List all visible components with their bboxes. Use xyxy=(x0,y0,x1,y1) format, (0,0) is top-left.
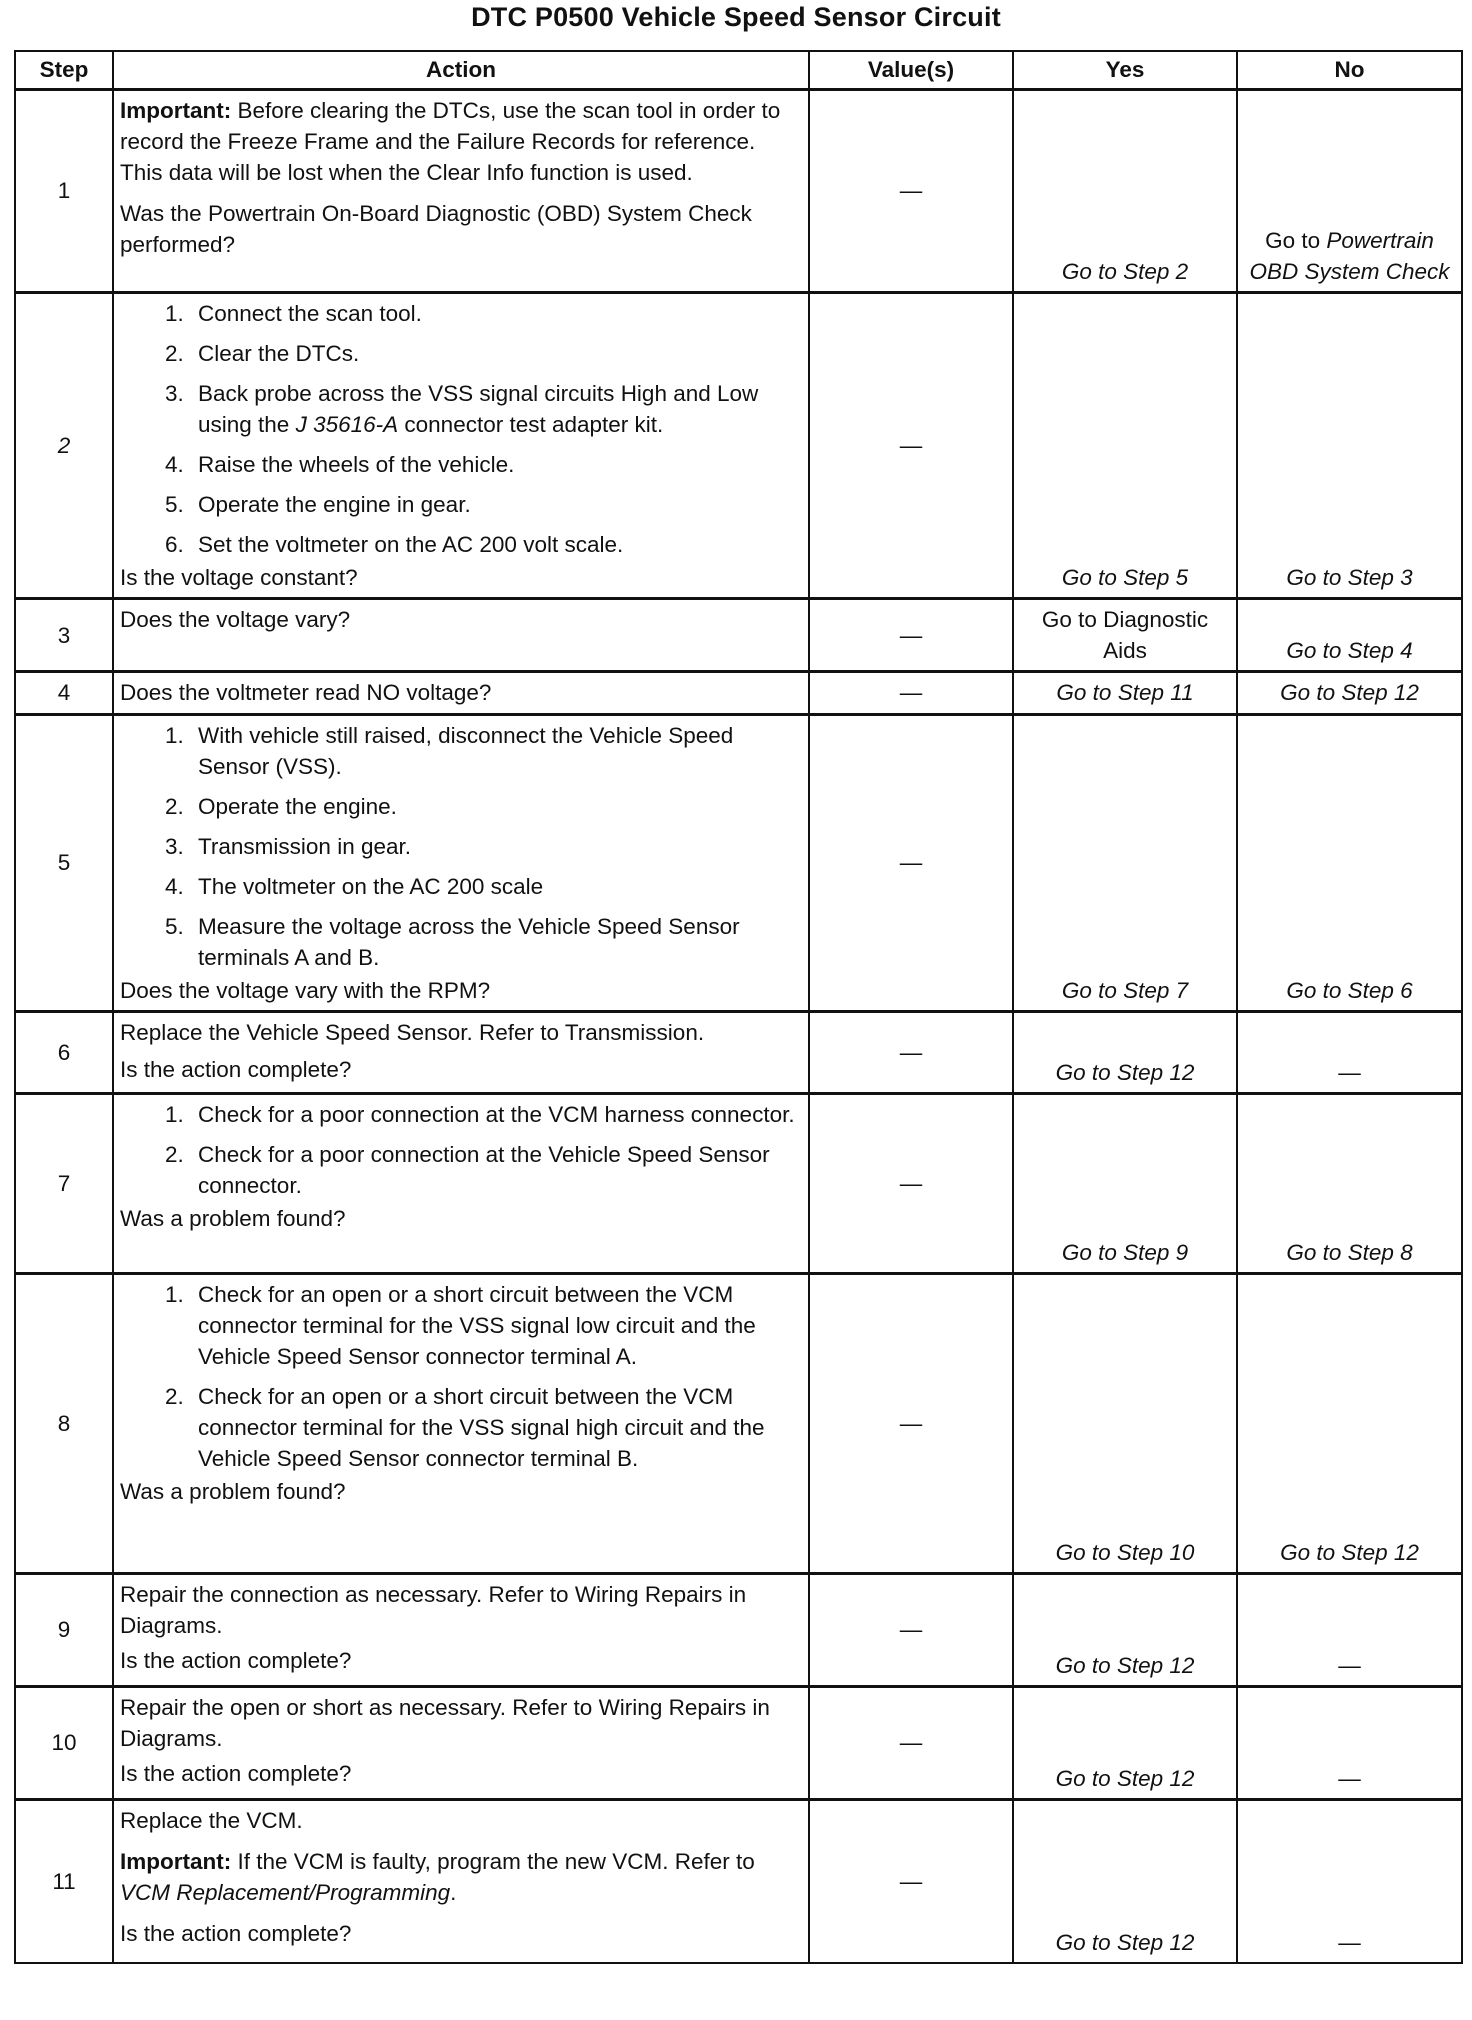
action-text: Repair the connection as necessary. Refer to Wiring Repairs in Diagrams. xyxy=(120,1581,747,1638)
procedure-reference: VCM Replacement/Programming xyxy=(120,1879,451,1905)
list-item: 5. Operate the engine in gear. xyxy=(190,489,802,520)
value-cell: — xyxy=(809,1799,1013,1963)
no-link: Powertrain OBD System Check xyxy=(1249,227,1450,284)
step-number: 8 xyxy=(15,1273,113,1573)
action-text: Replace the Vehicle Speed Sensor. Refer to Transmission. xyxy=(120,1019,705,1045)
table-row xyxy=(15,90,1462,293)
important-label: Important: xyxy=(120,1848,232,1874)
list-item: 6. Set the voltmeter on the AC 200 volt scale. xyxy=(190,529,802,560)
action-question: Does the voltage vary with the RPM? xyxy=(120,977,491,1003)
action-question: Is the action complete? xyxy=(120,1056,352,1082)
yes-cell: Go to Step 12 xyxy=(1013,1686,1237,1799)
tool-reference: J 35616-A xyxy=(295,412,399,438)
action-question: Was the Powertrain On-Board Diagnostic (OBD) System Check performed? xyxy=(120,201,752,258)
step-number: 1 xyxy=(15,90,113,293)
yes-cell: Go to Step 7 xyxy=(1013,714,1237,1011)
no-cell: — xyxy=(1237,1011,1462,1093)
diagnostic-table xyxy=(14,50,1463,1964)
action-list xyxy=(120,1099,802,1201)
action-question: Does the voltmeter read NO voltage? xyxy=(120,680,492,706)
page-title: DTC P0500 Vehicle Speed Sensor Circuit xyxy=(471,2,1001,32)
yes-cell: Go to Step 9 xyxy=(1013,1093,1237,1273)
header-values: Value(s) xyxy=(809,51,1013,90)
step-number: 6 xyxy=(15,1011,113,1093)
table-row xyxy=(15,672,1462,714)
list-item: 5. Measure the voltage across the Vehicle Speed Sensor terminals A and B. xyxy=(190,911,802,973)
yes-cell: Go to Step 2 xyxy=(1013,90,1237,293)
yes-cell: Go to Step 12 xyxy=(1013,1573,1237,1686)
yes-cell: Go to Step 12 xyxy=(1013,1011,1237,1093)
important-label: Important: xyxy=(120,98,232,123)
table-row xyxy=(15,293,1462,599)
action-cell xyxy=(113,1686,809,1799)
yes-cell: Go to Step 5 xyxy=(1013,293,1237,599)
action-list xyxy=(120,298,802,560)
action-question: Is the voltage constant? xyxy=(120,565,358,591)
value-cell: — xyxy=(809,1273,1013,1573)
table-row xyxy=(15,1573,1462,1686)
list-item: 1. Connect the scan tool. xyxy=(190,298,802,329)
yes-cell: Go to Step 10 xyxy=(1013,1273,1237,1573)
list-item: 2. Clear the DTCs. xyxy=(190,338,802,369)
no-cell: Go to Step 8 xyxy=(1237,1093,1462,1273)
action-cell xyxy=(113,1093,809,1273)
action-question: Was a problem found? xyxy=(120,1479,346,1505)
no-cell: — xyxy=(1237,1686,1462,1799)
header-yes: Yes xyxy=(1013,51,1237,90)
no-cell: Go to Step 3 xyxy=(1237,293,1462,599)
header-step: Step xyxy=(15,51,113,90)
important-text: Before clearing the DTCs, use the scan tool in order to record the Freeze Frame and the Failure Records for reference. This data will be lost when the Clear Info function is used. xyxy=(120,98,781,186)
step-number: 9 xyxy=(15,1573,113,1686)
important-end: . xyxy=(450,1879,457,1905)
action-question: Is the action complete? xyxy=(120,1647,352,1673)
header-action: Action xyxy=(113,51,809,90)
list-item: 3. Transmission in gear. xyxy=(190,831,802,862)
table-row xyxy=(15,1011,1462,1093)
important-text: If the VCM is faulty, program the new VCM. Refer to xyxy=(231,1848,755,1874)
value-cell: — xyxy=(809,714,1013,1011)
table-row xyxy=(15,1799,1462,1963)
action-question: Does the voltage vary? xyxy=(120,607,351,633)
list-item: 2. Check for an open or a short circuit between the VCM connector terminal for the VSS signal high circuit and the Vehicle Speed Sensor connector terminal B. xyxy=(190,1381,802,1474)
no-cell xyxy=(1237,90,1462,293)
yes-cell: Go to Step 11 xyxy=(1013,672,1237,714)
list-item: 1. Check for an open or a short circuit between the VCM connector terminal for the VSS signal low circuit and the Vehicle Speed Sensor connector terminal A. xyxy=(190,1279,802,1372)
action-cell xyxy=(113,1273,809,1573)
value-cell: — xyxy=(809,1686,1013,1799)
important-note xyxy=(120,1846,802,1908)
step-number: 3 xyxy=(15,599,113,672)
value-cell: — xyxy=(809,672,1013,714)
action-question: Is the action complete? xyxy=(120,1760,352,1786)
step-number: 10 xyxy=(15,1686,113,1799)
action-list xyxy=(120,720,802,973)
action-cell xyxy=(113,714,809,1011)
action-cell xyxy=(113,672,809,714)
list-item: 4. Raise the wheels of the vehicle. xyxy=(190,449,802,480)
table-row xyxy=(15,1273,1462,1573)
step-number: 11 xyxy=(15,1799,113,1963)
step-number: 5 xyxy=(15,714,113,1011)
list-item-tail: connector test adapter kit. xyxy=(398,412,664,438)
header-row xyxy=(15,51,1462,90)
value-cell: — xyxy=(809,1093,1013,1273)
no-cell: Go to Step 6 xyxy=(1237,714,1462,1011)
no-prefix: Go to xyxy=(1265,227,1327,253)
list-item: 2. Operate the engine. xyxy=(190,791,802,822)
value-cell: — xyxy=(809,599,1013,672)
value-cell: — xyxy=(809,293,1013,599)
table-row xyxy=(15,599,1462,672)
no-cell: Go to Step 4 xyxy=(1237,599,1462,672)
table-row xyxy=(15,1686,1462,1799)
list-item-text: Back probe across the VSS signal circuits High and Low using the xyxy=(198,381,759,438)
action-question: Is the action complete? xyxy=(120,1921,352,1947)
action-cell xyxy=(113,599,809,672)
value-cell: — xyxy=(809,1011,1013,1093)
action-text: Replace the VCM. xyxy=(120,1807,303,1833)
header-no: No xyxy=(1237,51,1462,90)
step-number: 7 xyxy=(15,1093,113,1273)
action-text: Repair the open or short as necessary. Refer to Wiring Repairs in Diagrams. xyxy=(120,1694,770,1751)
action-cell xyxy=(113,1011,809,1093)
table-row xyxy=(15,1093,1462,1273)
value-cell: — xyxy=(809,90,1013,293)
no-cell: — xyxy=(1237,1799,1462,1963)
list-item: 1. With vehicle still raised, disconnect the Vehicle Speed Sensor (VSS). xyxy=(190,720,802,782)
action-cell xyxy=(113,1799,809,1963)
important-note xyxy=(120,95,802,188)
yes-cell: Go to Diagnostic Aids xyxy=(1013,599,1237,672)
value-cell: — xyxy=(809,1573,1013,1686)
action-cell xyxy=(113,1573,809,1686)
yes-cell: Go to Step 12 xyxy=(1013,1799,1237,1963)
no-cell: Go to Step 12 xyxy=(1237,672,1462,714)
action-cell xyxy=(113,293,809,599)
action-question: Was a problem found? xyxy=(120,1206,346,1232)
list-item: 4. The voltmeter on the AC 200 scale xyxy=(190,871,802,902)
step-number: 2 xyxy=(15,293,113,599)
action-list xyxy=(120,1279,802,1474)
list-item xyxy=(190,378,802,440)
no-cell: Go to Step 12 xyxy=(1237,1273,1462,1573)
list-item: 1. Check for a poor connection at the VCM harness connector. xyxy=(190,1099,802,1130)
no-cell: — xyxy=(1237,1573,1462,1686)
action-cell xyxy=(113,90,809,293)
table-row xyxy=(15,714,1462,1011)
list-item: 2. Check for a poor connection at the Vehicle Speed Sensor connector. xyxy=(190,1139,802,1201)
step-number: 4 xyxy=(15,672,113,714)
